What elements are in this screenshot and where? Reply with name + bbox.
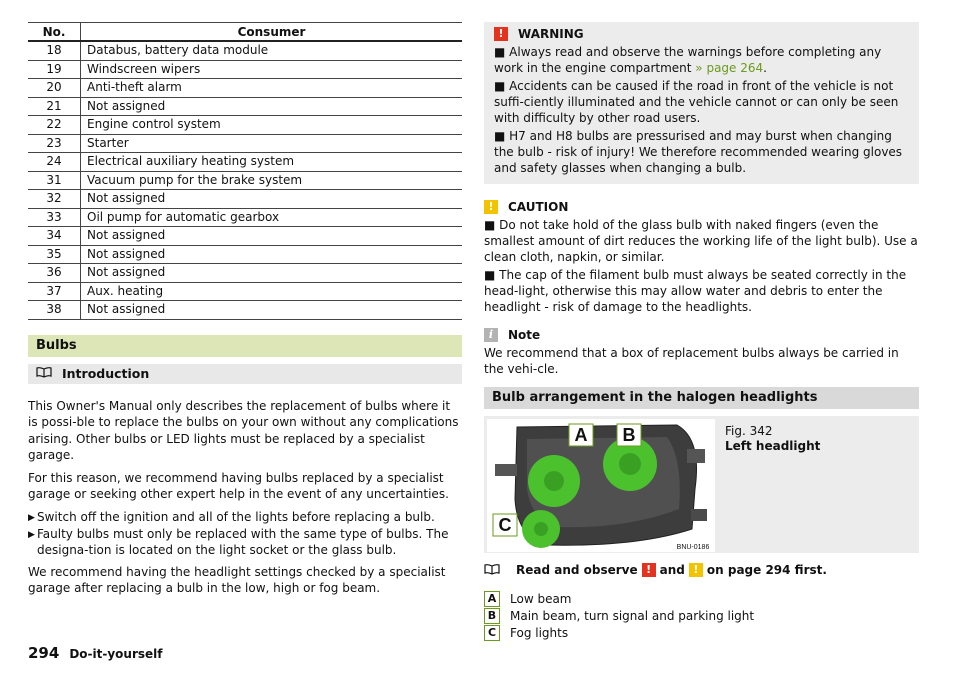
fuse-consumer: Oil pump for automatic gearbox xyxy=(81,208,463,227)
triangle-bullet-icon: ▶ xyxy=(28,529,35,540)
figure-caption-text: Left headlight xyxy=(725,439,821,453)
note-text: We recommend that a box of replacement bulbs always be carried in the vehi-cle. xyxy=(484,346,899,376)
fuse-consumer: Not assigned xyxy=(81,245,463,264)
fuse-number: 35 xyxy=(28,245,81,264)
legend-list xyxy=(484,590,919,641)
warning-item-1 xyxy=(494,44,909,76)
fuse-number: 18 xyxy=(28,41,81,60)
intro-paragraph-2: For this reason, we recommend having bulbs replaced by a specialist garage or seeking other expert help in the event of any uncertainties. xyxy=(28,470,449,501)
read-observe-line xyxy=(484,562,919,578)
legend-letter: C xyxy=(484,625,500,641)
fig-label-c: C xyxy=(498,515,512,535)
intro-paragraph-1: This Owner's Manual only describes the replacement of bulbs where it is possi-ble to replace the bulbs on your own without any complications arising. Other bulbs or LED lights must be replaced by a specialist garage. xyxy=(28,398,459,462)
table-row xyxy=(28,60,462,79)
table-row xyxy=(28,282,462,301)
table-row xyxy=(28,97,462,116)
caution-icon: ! xyxy=(689,563,703,577)
figure-number: Fig. 342 xyxy=(725,424,773,438)
intro-paragraph-3: We recommend having the headlight settings checked by a specialist garage after replacing a bulb in the low, high or fog beam. xyxy=(28,564,446,595)
warning-icon: ! xyxy=(494,27,508,41)
table-row xyxy=(28,227,462,246)
legend-letter: A xyxy=(484,591,500,607)
table-row xyxy=(28,245,462,264)
legend-item xyxy=(484,624,919,641)
headlight-image xyxy=(487,419,715,552)
fuse-number: 22 xyxy=(28,116,81,135)
read-text-a: Read and observe xyxy=(516,563,638,577)
section-title-bulbs: Bulbs xyxy=(28,335,462,357)
warning-item-3: ■ H7 and H8 bulbs are pressurised and may burst when changing the bulb - risk of injury! We therefore recommended wearing gloves and safety glasses when changing a bulb. xyxy=(494,129,903,175)
page-footer xyxy=(28,644,162,662)
caution-item-2: ■ The cap of the filament bulb must always be seated correctly in the head-light, otherwise this may allow water and debris to enter the headlight - risk of damage to the headlights. xyxy=(484,268,907,314)
fuse-number: 24 xyxy=(28,153,81,172)
bullet-text-2: Faulty bulbs must only be replaced with the same type of bulbs. The designa-tion is located on the light socket or the glass bulb. xyxy=(37,526,449,557)
fuse-consumer: Not assigned xyxy=(81,227,463,246)
fuse-number: 34 xyxy=(28,227,81,246)
fuse-consumer: Not assigned xyxy=(81,301,463,320)
fuse-consumer: Not assigned xyxy=(81,97,463,116)
fuse-number: 21 xyxy=(28,97,81,116)
table-row xyxy=(28,208,462,227)
note-title: Note xyxy=(508,328,541,342)
bullet-text-1: Switch off the ignition and all of the lights before replacing a bulb. xyxy=(37,509,435,524)
book-icon xyxy=(36,364,54,384)
fuse-consumer: Engine control system xyxy=(81,116,463,135)
fuse-consumer: Electrical auxiliary heating system xyxy=(81,153,463,172)
table-row xyxy=(28,264,462,283)
intro-bar xyxy=(28,364,462,384)
fig-label-b: B xyxy=(622,425,636,445)
page-number: 294 xyxy=(28,644,60,662)
legend-item xyxy=(484,607,919,624)
fuse-consumer: Not assigned xyxy=(81,264,463,283)
headlight-drawing xyxy=(487,419,715,552)
table-row xyxy=(28,171,462,190)
fuse-number: 31 xyxy=(28,171,81,190)
note-header xyxy=(484,327,919,343)
warning-item-2: ■ Accidents can be caused if the road in front of the vehicle is not suffi-ciently illuminated and the vehicle cannot or can only be seen with difficulty by other road users. xyxy=(494,79,899,125)
read-text-and: and xyxy=(659,563,685,577)
warning-box xyxy=(484,22,919,184)
fuse-number: 38 xyxy=(28,301,81,320)
table-row xyxy=(28,79,462,98)
legend-item xyxy=(484,590,919,607)
note-block xyxy=(484,327,919,377)
left-column xyxy=(28,22,462,603)
fuse-table-body xyxy=(28,41,462,319)
fuse-number: 32 xyxy=(28,190,81,209)
fuse-consumer: Vacuum pump for the brake system xyxy=(81,171,463,190)
legend-letter: B xyxy=(484,608,500,624)
fuse-number: 37 xyxy=(28,282,81,301)
table-row xyxy=(28,116,462,135)
caution-icon: ! xyxy=(484,200,498,214)
table-row xyxy=(28,153,462,172)
fuse-table xyxy=(28,22,462,320)
figure-342 xyxy=(484,416,919,553)
legend-text: Low beam xyxy=(510,591,572,606)
figure-code: BNU-0186 xyxy=(676,544,710,551)
table-header-no: No. xyxy=(28,23,81,42)
read-text-b: on page 294 first. xyxy=(706,563,827,577)
fuse-consumer: Anti-theft alarm xyxy=(81,79,463,98)
fuse-consumer: Starter xyxy=(81,134,463,153)
triangle-bullet-icon: ▶ xyxy=(28,512,35,523)
fuse-number: 33 xyxy=(28,208,81,227)
fuse-consumer: Databus, battery data module xyxy=(81,41,463,60)
bullet-item xyxy=(28,509,462,526)
table-row xyxy=(28,41,462,60)
warning-icon: ! xyxy=(642,563,656,577)
caution-header xyxy=(484,199,919,215)
fuse-consumer: Not assigned xyxy=(81,190,463,209)
footer-section: Do-it-yourself xyxy=(69,647,163,661)
fuse-number: 36 xyxy=(28,264,81,283)
fuse-consumer: Windscreen wipers xyxy=(81,60,463,79)
table-row xyxy=(28,134,462,153)
intro-title: Introduction xyxy=(62,365,150,381)
caution-item-1: ■ Do not take hold of the glass bulb with naked fingers (even the smallest amount of dirt reduces the working life of the light bulb). Use a clean cloth, napkin, or similar. xyxy=(484,218,918,264)
page-link[interactable]: » page 264 xyxy=(695,61,764,75)
table-header-consumer: Consumer xyxy=(81,23,463,42)
warning-item-1-text: ■ Always read and observe the warnings before completing any work in the engine compartment xyxy=(494,45,882,75)
warning-title: WARNING xyxy=(518,27,584,41)
fuse-number: 19 xyxy=(28,60,81,79)
section-title-halogen: Bulb arrangement in the halogen headlights xyxy=(484,387,919,409)
book-icon xyxy=(484,563,508,578)
warning-item-1-end: . xyxy=(763,61,767,75)
fig-label-a: A xyxy=(574,425,588,445)
fuse-number: 20 xyxy=(28,79,81,98)
info-icon: i xyxy=(484,328,498,342)
figure-caption xyxy=(715,416,820,553)
caution-title: CAUTION xyxy=(508,200,569,214)
fuse-number: 23 xyxy=(28,134,81,153)
table-row xyxy=(28,190,462,209)
caution-block xyxy=(484,199,919,315)
legend-text: Main beam, turn signal and parking light xyxy=(510,608,755,623)
warning-header xyxy=(494,26,909,42)
legend-text: Fog lights xyxy=(510,625,569,640)
bullet-item xyxy=(28,526,462,558)
table-row xyxy=(28,301,462,320)
right-column xyxy=(484,22,919,641)
fuse-consumer: Aux. heating xyxy=(81,282,463,301)
